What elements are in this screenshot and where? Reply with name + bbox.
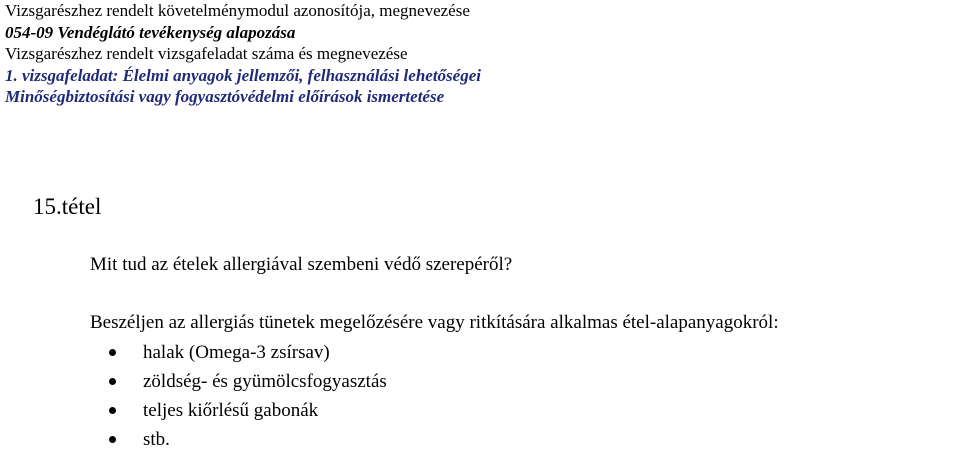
question-text (90, 253, 512, 277)
module-id-label: Vizsgarészhez rendelt követelménymodul azonosítója, megnevezése (5, 1, 470, 20)
bullet-icon (109, 407, 116, 414)
bullet-icon (109, 436, 116, 443)
document-header (5, 0, 955, 108)
exam-task-title: 1. vizsgafeladat: Élelmi anyagok jellemzői, felhasználási lehetőségei (5, 65, 481, 85)
exam-task-label: Vizsgarészhez rendelt vizsgafeladat száma és megnevezése (5, 44, 408, 63)
bullet-icon (109, 349, 116, 356)
instruction-text: Beszéljen az allergiás tünetek megelőzésére vagy ritkítására alkalmas étel-alapanyagokról: (90, 312, 779, 333)
list-item-text: stb. (143, 429, 170, 450)
bullet-icon (109, 378, 116, 385)
item-number-heading: 15.tétel (33, 194, 102, 219)
exam-task-subtitle: Minőségbiztosítási vagy fogyasztóvédelmi előírások ismertetése (5, 87, 445, 106)
list-item-text: halak (Omega-3 zsírsav) (143, 342, 330, 363)
question-line-1: Mit tud az ételek allergiával szembeni védő szerepéről? (90, 254, 513, 275)
module-id-value: 054-09 Vendéglátó tevékenység alapozása (5, 22, 296, 42)
list-item-text: teljes kiőrlésű gabonák (143, 400, 319, 421)
list-item-text: zöldség- és gyümölcsfogyasztás (143, 371, 387, 392)
